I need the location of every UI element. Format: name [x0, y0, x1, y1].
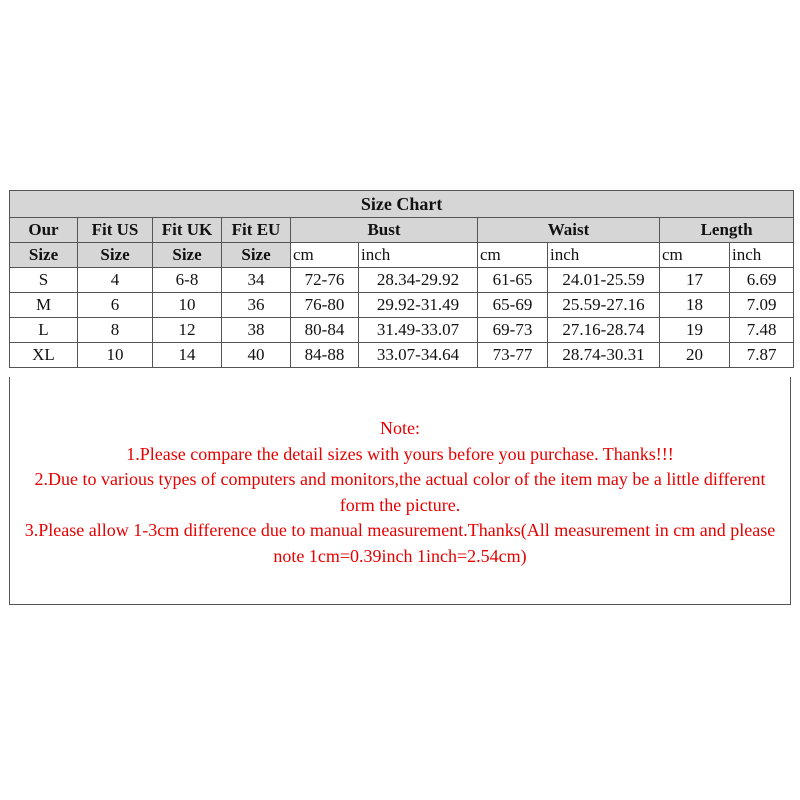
table-cell: 14	[153, 343, 222, 368]
header-waist: Waist	[478, 218, 660, 243]
header-bust: Bust	[291, 218, 478, 243]
table-cell: 7.87	[730, 343, 794, 368]
table-cell: 8	[78, 318, 153, 343]
table-cell: 24.01-25.59	[548, 268, 660, 293]
table-cell: 76-80	[291, 293, 359, 318]
notes-panel	[9, 377, 791, 605]
table-cell: 31.49-33.07	[359, 318, 478, 343]
table-cell: XL	[10, 343, 78, 368]
header-fit-us-sub: Size	[78, 243, 153, 268]
table-cell: 19	[660, 318, 730, 343]
header-our-size: Our	[10, 218, 78, 243]
note-item-3: 3.Please allow 1-3cm difference due to manual measurement.Thanks(All measurement in cm and please note 1cm=0.39inch 1inch=2.54cm)	[24, 520, 776, 566]
table-row	[10, 343, 794, 368]
table-cell: 12	[153, 318, 222, 343]
note-item-1: 1.Please compare the detail sizes with yours before you purchase. Thanks!!!	[126, 443, 674, 464]
waist-inch-unit: inch	[548, 243, 660, 268]
chart-title: Size Chart	[10, 191, 794, 218]
table-cell: 25.59-27.16	[548, 293, 660, 318]
header-fit-uk: Fit UK	[153, 218, 222, 243]
header-fit-eu: Fit EU	[222, 218, 291, 243]
bust-cm-unit: cm	[291, 243, 359, 268]
table-cell: 84-88	[291, 343, 359, 368]
table-cell: 17	[660, 268, 730, 293]
table-cell: 27.16-28.74	[548, 318, 660, 343]
table-row	[10, 293, 794, 318]
length-cm-unit: cm	[660, 243, 730, 268]
table-cell: 65-69	[478, 293, 548, 318]
table-cell: 6-8	[153, 268, 222, 293]
size-chart-table	[9, 190, 794, 368]
table-cell: 28.34-29.92	[359, 268, 478, 293]
bust-inch-unit: inch	[359, 243, 478, 268]
table-cell: 36	[222, 293, 291, 318]
table-cell: 7.48	[730, 318, 794, 343]
table-cell: 72-76	[291, 268, 359, 293]
table-cell: 73-77	[478, 343, 548, 368]
table-cell: 4	[78, 268, 153, 293]
table-cell: 40	[222, 343, 291, 368]
table-cell: 80-84	[291, 318, 359, 343]
header-fit-us: Fit US	[78, 218, 153, 243]
header-fit-eu-sub: Size	[222, 243, 291, 268]
header-fit-uk-sub: Size	[153, 243, 222, 268]
header-length: Length	[660, 218, 794, 243]
table-cell: 18	[660, 293, 730, 318]
note-item-2: 2.Due to various types of computers and monitors,the actual color of the item may be a little different form the picture.	[34, 469, 766, 515]
table-cell: 69-73	[478, 318, 548, 343]
table-cell: 28.74-30.31	[548, 343, 660, 368]
table-cell: 33.07-34.64	[359, 343, 478, 368]
table-cell: 7.09	[730, 293, 794, 318]
table-cell: 38	[222, 318, 291, 343]
table-cell: 6.69	[730, 268, 794, 293]
table-cell: L	[10, 318, 78, 343]
table-cell: M	[10, 293, 78, 318]
table-row	[10, 318, 794, 343]
table-cell: S	[10, 268, 78, 293]
table-cell: 6	[78, 293, 153, 318]
waist-cm-unit: cm	[478, 243, 548, 268]
table-cell: 61-65	[478, 268, 548, 293]
header-our-size-sub: Size	[10, 243, 78, 268]
table-cell: 34	[222, 268, 291, 293]
table-cell: 29.92-31.49	[359, 293, 478, 318]
length-inch-unit: inch	[730, 243, 794, 268]
note-heading: Note:	[380, 418, 420, 438]
table-cell: 20	[660, 343, 730, 368]
table-row	[10, 268, 794, 293]
table-cell: 10	[78, 343, 153, 368]
table-cell: 10	[153, 293, 222, 318]
